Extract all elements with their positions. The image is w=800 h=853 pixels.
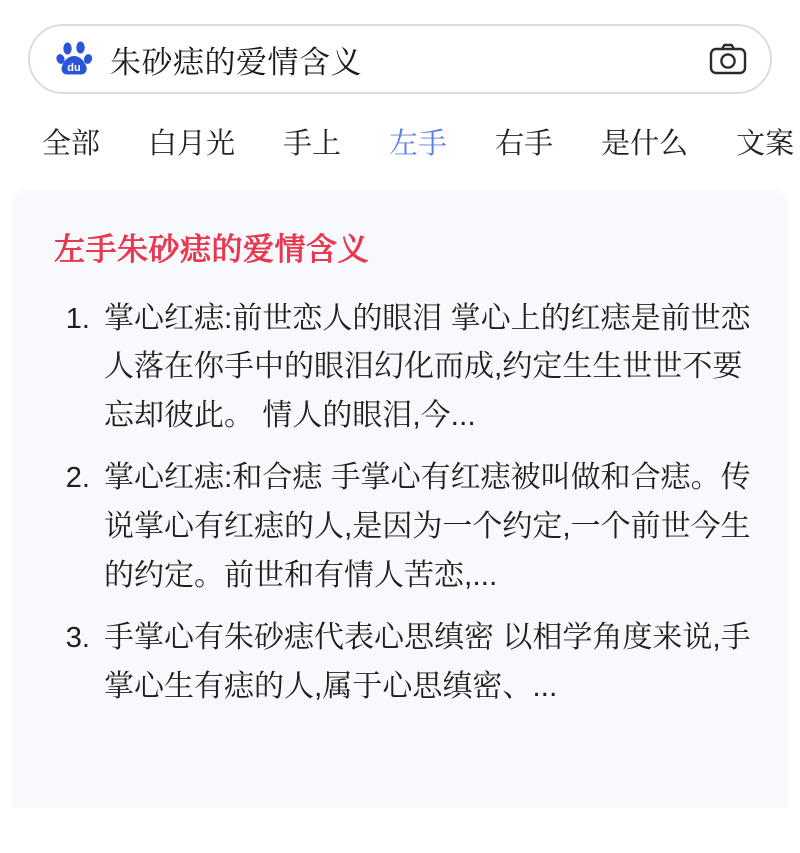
filter-tabs[interactable] <box>0 94 800 190</box>
tab-wenan[interactable]: 文案 <box>736 128 795 160</box>
search-input[interactable]: 朱砂痣的爱情含义 <box>110 44 362 80</box>
tab-zuoshou[interactable]: 左手 <box>389 128 448 160</box>
baidu-paw-logo-icon <box>56 39 96 79</box>
answer-title: 左手朱砂痣的爱情含义 <box>54 231 369 267</box>
tab-all[interactable]: 全部 <box>42 128 101 160</box>
answer-card <box>12 190 788 808</box>
answer-list <box>46 295 754 712</box>
tab-baiyueguang[interactable]: 白月光 <box>148 128 236 160</box>
list-item: 3. 手掌心有朱砂痣代表心思缜密 以相学角度来说,手掌心生有痣的人,属于心思缜密、... <box>98 614 754 711</box>
tab-youshou[interactable]: 右手 <box>495 128 554 160</box>
search-bar-container <box>0 0 800 94</box>
list-item: 2. 掌心红痣:和合痣 手掌心有红痣被叫做和合痣。传说掌心有红痣的人,是因为一个约定,一个前世今生的约定。前世和有情人苦恋,... <box>98 454 754 600</box>
tab-shangshang[interactable]: 手上 <box>283 128 342 160</box>
camera-icon[interactable] <box>708 39 748 79</box>
svg-text:du: du <box>67 62 81 74</box>
list-item: 1. 掌心红痣:前世恋人的眼泪 掌心上的红痣是前世恋人落在你手中的眼泪幻化而成,约定生生世世不要忘却彼此。 情人的眼泪,今... <box>98 295 754 441</box>
search-box[interactable] <box>28 24 772 94</box>
tab-shishenme[interactable]: 是什么 <box>601 128 689 160</box>
